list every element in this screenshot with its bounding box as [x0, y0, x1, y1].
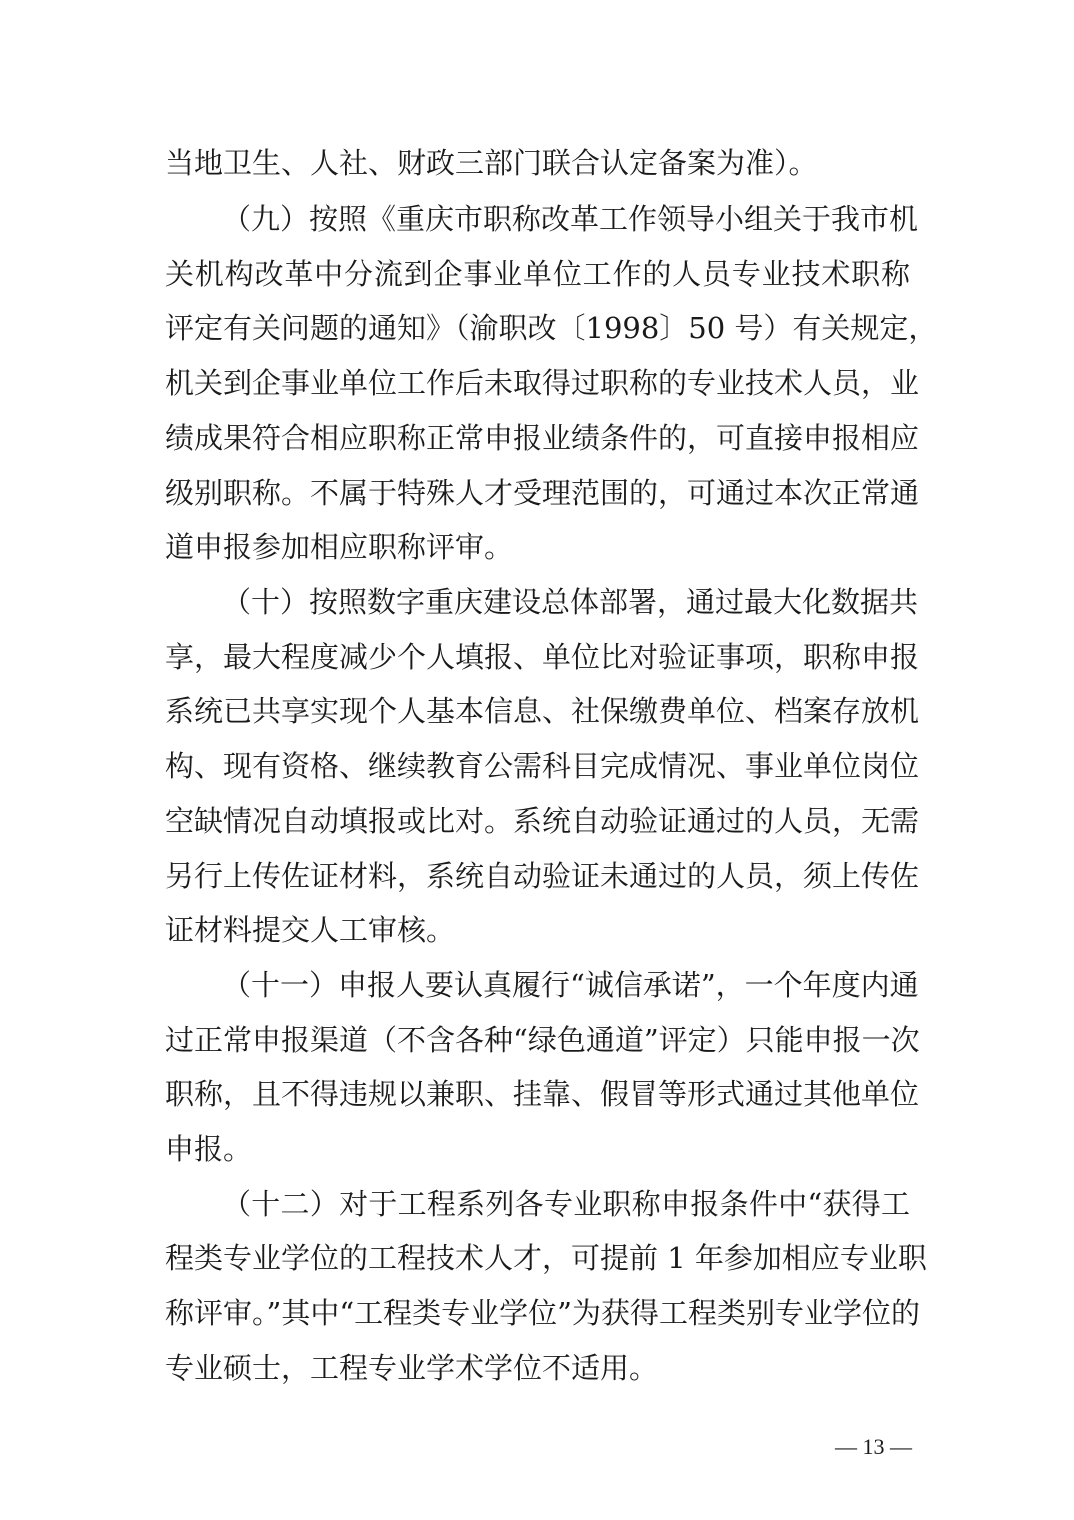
text-line: 绩成果符合相应职称正常申报业绩条件的，可直接申报相应: [165, 421, 920, 455]
paragraph-11-first-line: （十一）申报人要认真履行“诚信承诺”，一个年度内通: [222, 968, 919, 1002]
text-line: 证材料提交人工审核。: [165, 913, 456, 947]
text-line: 系统已共享实现个人基本信息、社保缴费单位、档案存放机: [165, 694, 920, 728]
text-line: 享，最大程度减少个人填报、单位比对验证事项，职称申报: [165, 640, 920, 674]
text-line: 称评审。”其中“工程类专业学位”为获得工程类别专业学位的: [165, 1296, 920, 1330]
text-line: 道申报参加相应职称评审。: [165, 530, 514, 564]
page-number: — 13 —: [835, 1434, 912, 1459]
text-line: 程类专业学位的工程技术人才，可提前 1 年参加相应专业职: [165, 1241, 927, 1275]
paragraph-12-first-line: （十二）对于工程系列各专业职称申报条件中“获得工: [222, 1187, 910, 1221]
paragraph-9-first-line: （九）按照《重庆市职称改革工作领导小组关于我市机: [222, 202, 919, 236]
text-line: 另行上传佐证材料，系统自动验证未通过的人员，须上传佐: [165, 859, 920, 893]
text-line: 机关到企事业单位工作后未取得过职称的专业技术人员，业: [165, 366, 920, 400]
text-line: 专业硕士，工程专业学术学位不适用。: [165, 1351, 659, 1385]
text-line: 空缺情况自动填报或比对。系统自动验证通过的人员，无需: [165, 804, 920, 838]
text-line: 职称，且不得违规以兼职、挂靠、假冒等形式通过其他单位: [165, 1077, 920, 1111]
text-line: 过正常申报渠道（不含各种“绿色通道”评定）只能申报一次: [165, 1023, 920, 1057]
text-line: 关机构改革中分流到企事业单位工作的人员专业技术职称: [165, 257, 910, 291]
text-line: 级别职称。不属于特殊人才受理范围的，可通过本次正常通: [165, 476, 920, 510]
text-line: 申报。: [165, 1132, 253, 1166]
text-line: 当地卫生、人社、财政三部门联合认定备案为准）。: [165, 146, 818, 180]
text-line: 评定有关问题的通知》（渝职改〔1998〕50 号）有关规定，: [165, 311, 938, 345]
paragraph-10-first-line: （十）按照数字重庆建设总体部署，通过最大化数据共: [222, 585, 919, 619]
text-line: 构、现有资格、继续教育公需科目完成情况、事业单位岗位: [165, 749, 920, 783]
